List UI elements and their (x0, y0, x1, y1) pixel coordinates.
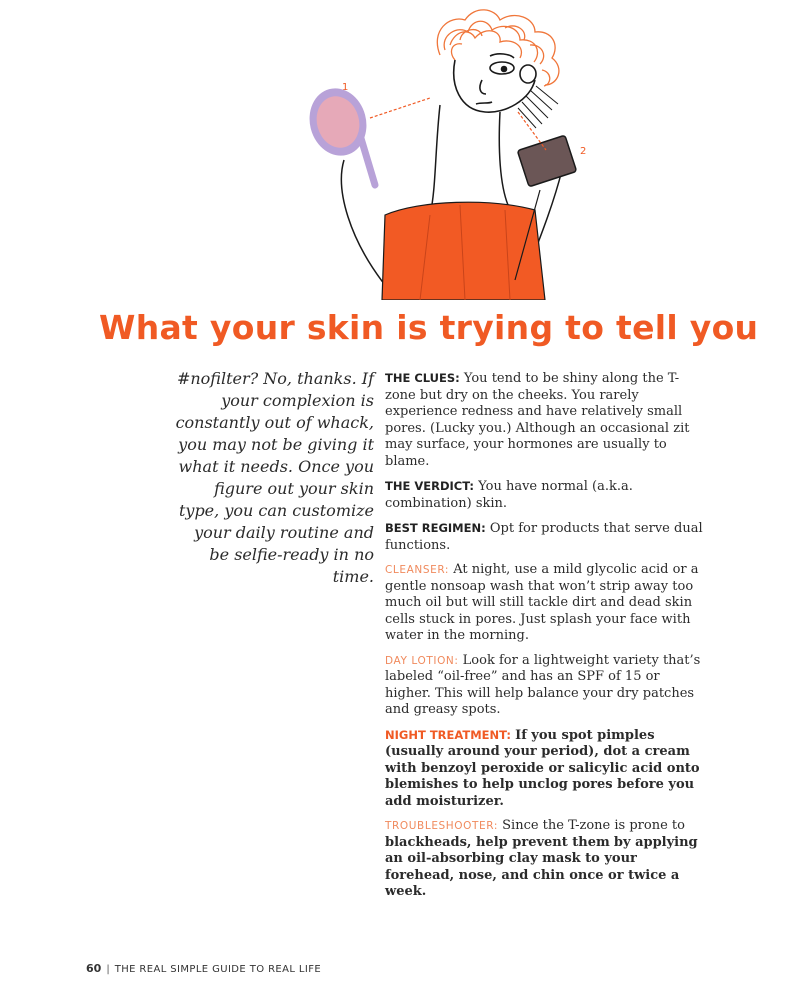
page-footer (86, 962, 321, 975)
cleanser-text: At night, use a mild glycolic acid or a gentle nonsoap wash that won’t strip away too much oil but will still tackle dirt and dead skin cells stuck in pores. Just splash your face with water in the morning. (385, 562, 699, 643)
night-treatment-paragraph (385, 727, 705, 811)
regimen-paragraph (385, 520, 705, 554)
callout-number-2: 2 (580, 146, 587, 157)
hair-shading (518, 86, 558, 128)
hand-mirror (302, 82, 375, 185)
clues-text: You tend to be shiny along the T-zone but dry on the cheeks. You rarely experience redness and have relatively small pores. (Lucky you.) Although an occasional zit may surface, your hormones are usually to blame. (385, 371, 690, 469)
footer-separator: | (106, 964, 110, 975)
night-treatment-text: If you spot pimples (usually around your period), dot a cream with benzoyl peroxide or salicylic acid onto blemishes to help unclog pores before you add moisturizer. (385, 727, 700, 809)
callout-line-1 (370, 98, 430, 118)
troubleshooter-text-c: by applying an oil-absorbing clay mask to your forehead, nose, and chin once or twice a week. (385, 834, 698, 899)
intro-deck: #nofilter? No, thanks. If your complexion is constantly out of whack, you may not be giving it what it needs. Once you figure out your skin type, you can customize your daily routine and be selfie-ready in no time. (175, 369, 374, 586)
clues-label: THE CLUES: (385, 371, 460, 385)
publication-name: THE REAL SIMPLE GUIDE TO REAL LIFE (114, 964, 322, 975)
regimen-label: BEST REGIMEN: (385, 521, 486, 535)
cleanser-label: CLEANSER: (385, 564, 450, 576)
page-number: 60 (86, 962, 102, 975)
troubleshooter-label: TROUBLESHOOTER: (385, 820, 498, 832)
verdict-text: You have normal (a.k.a. combination) skin. (385, 479, 633, 511)
clues-paragraph (385, 370, 705, 470)
verdict-label: THE VERDICT: (385, 479, 475, 493)
woman-with-mirror-and-phone-illustration (290, 0, 620, 300)
curly-hair (437, 10, 559, 86)
regimen-text: Opt for products that serve dual functions. (385, 521, 703, 553)
day-lotion-paragraph (385, 653, 705, 719)
callout-number-1: 1 (342, 82, 349, 93)
troubleshooter-paragraph (385, 818, 705, 901)
night-treatment-label: NIGHT TREATMENT: (385, 727, 511, 742)
article-body (385, 370, 705, 909)
day-lotion-label: DAY LOTION: (385, 654, 459, 667)
troubleshooter-text-b: blackheads, help prevent them (385, 834, 610, 850)
page-title: What your skin is trying to tell you (99, 308, 759, 347)
day-lotion-text: Look for a lightweight variety that’s labeled “oil-free” and has an SPF of 15 or higher. This will help balance your dry patches and greasy spots. (385, 652, 701, 717)
troubleshooter-text-a: Since the T-zone is prone to (502, 818, 685, 833)
cleanser-paragraph (385, 562, 705, 645)
verdict-paragraph (385, 478, 705, 512)
callout-line-2 (518, 112, 546, 150)
orange-top (382, 202, 545, 300)
